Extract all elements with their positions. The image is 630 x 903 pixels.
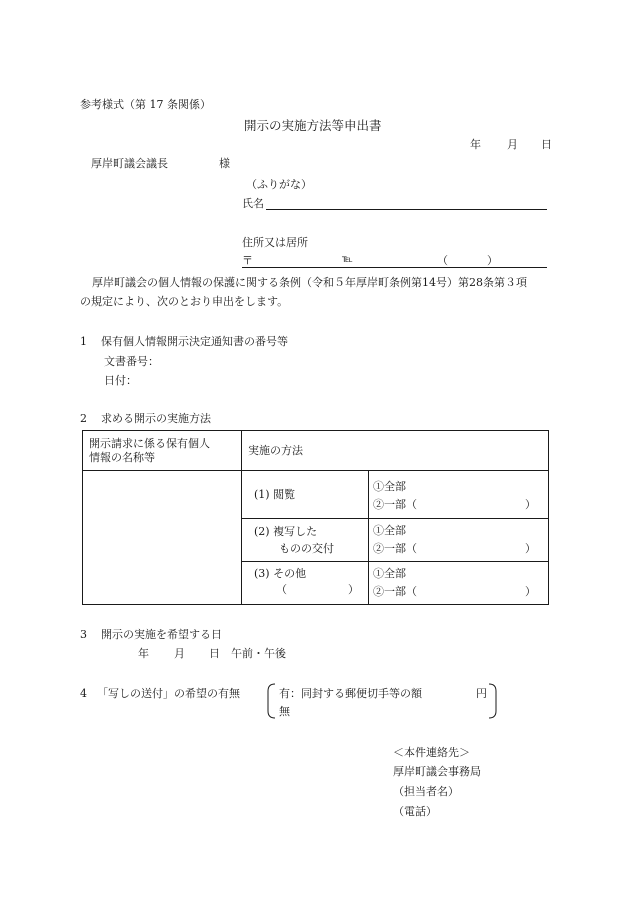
header-info-name-line1: 開示請求に係る保有個人 (89, 436, 210, 450)
method-row-2 (242, 519, 369, 562)
option-partial-checkbox[interactable]: ②一部（ (373, 498, 417, 511)
preferred-day: 日 (209, 647, 220, 660)
option-partial-close: ） (525, 585, 536, 598)
furigana-label: （ふりがな） (246, 178, 312, 191)
method-row-1 (242, 471, 369, 519)
section2-number: 2 (80, 412, 87, 425)
name-label: 氏名 (242, 197, 264, 210)
option-partial-checkbox[interactable]: ②一部（ (373, 585, 417, 598)
intro-line-1: 厚岸町議会の個人情報の保護に関する条例（令和５年厚岸町条例第14号）第28条第３項 (92, 276, 527, 289)
section1-number: 1 (80, 335, 87, 348)
postal-mark: 〒 (242, 254, 253, 267)
notice-date-label: 日付： (104, 374, 137, 387)
header-method: 実施の方法 (242, 431, 549, 471)
method-3-paren-close: ） (348, 583, 359, 597)
option-all-checkbox[interactable]: ①全部 (373, 567, 406, 580)
preferred-month: 月 (174, 647, 185, 660)
section3-number: 3 (80, 628, 87, 641)
date-year: 年 (470, 138, 481, 151)
option-all-checkbox[interactable]: ①全部 (373, 480, 406, 493)
contact-person: （担当者名） (393, 785, 459, 798)
intro-line-2: の規定により、次のとおり申出をします。 (80, 295, 289, 308)
addressee-name: 厚岸町議会議長 (91, 157, 168, 170)
postage-no-option[interactable]: 無 (279, 705, 290, 718)
tel-paren-close: ） (487, 254, 498, 267)
postage-yen-unit: 円 (476, 687, 487, 700)
section1-title: 保有個人情報開示決定通知書の番号等 (101, 335, 288, 348)
section2-title: 求める開示の実施方法 (101, 412, 211, 425)
date-day: 日 (541, 138, 552, 151)
method-2-label: (2) 複写した (254, 524, 318, 538)
form-reference: 参考様式（第 17 条関係） (80, 98, 211, 111)
option-partial-close: ） (525, 498, 536, 511)
method-3-label: (3) その他 (254, 566, 307, 580)
contact-phone: （電話） (393, 805, 437, 818)
options-row-1 (369, 471, 549, 519)
addressee-honorific: 様 (219, 157, 230, 170)
method-1-label: (1) 閲覧 (254, 487, 296, 501)
method-2-label-cont: ものの交付 (279, 541, 334, 555)
options-row-3 (369, 562, 549, 605)
header-info-name-line2: 情報の名称等 (89, 450, 155, 464)
right-bracket (488, 683, 498, 719)
postage-yes-option[interactable]: 有：同封する郵便切手等の額 (279, 687, 422, 700)
date-month: 月 (507, 138, 518, 151)
options-row-2 (369, 519, 549, 562)
option-partial-close: ） (525, 542, 536, 555)
section3-title: 開示の実施を希望する日 (101, 628, 222, 641)
section4-number: 4 (80, 687, 87, 700)
tel-mark: ℡ (342, 254, 353, 265)
address-label: 住所又は居所 (242, 236, 308, 249)
preferred-year: 年 (138, 647, 149, 660)
info-name-cell[interactable] (83, 471, 242, 605)
page-title: 開示の実施方法等申出書 (244, 118, 382, 133)
name-field[interactable] (266, 209, 547, 210)
doc-number-label: 文書番号： (104, 355, 159, 368)
contact-heading: ＜本件連絡先＞ (393, 746, 470, 759)
header-info-name (83, 431, 242, 471)
method-3-paren-open: （ (276, 583, 287, 597)
option-partial-checkbox[interactable]: ②一部（ (373, 542, 417, 555)
contact-office: 厚岸町議会事務局 (393, 765, 481, 778)
method-row-3 (242, 562, 369, 605)
address-field[interactable] (242, 267, 547, 268)
section4-title: 「写しの送付」の希望の有無 (97, 687, 240, 700)
tel-paren-open: （ (437, 254, 448, 267)
disclosure-method-table (82, 430, 549, 605)
preferred-ampm[interactable]: 午前・午後 (231, 647, 286, 660)
left-bracket (266, 683, 276, 719)
option-all-checkbox[interactable]: ①全部 (373, 524, 406, 537)
